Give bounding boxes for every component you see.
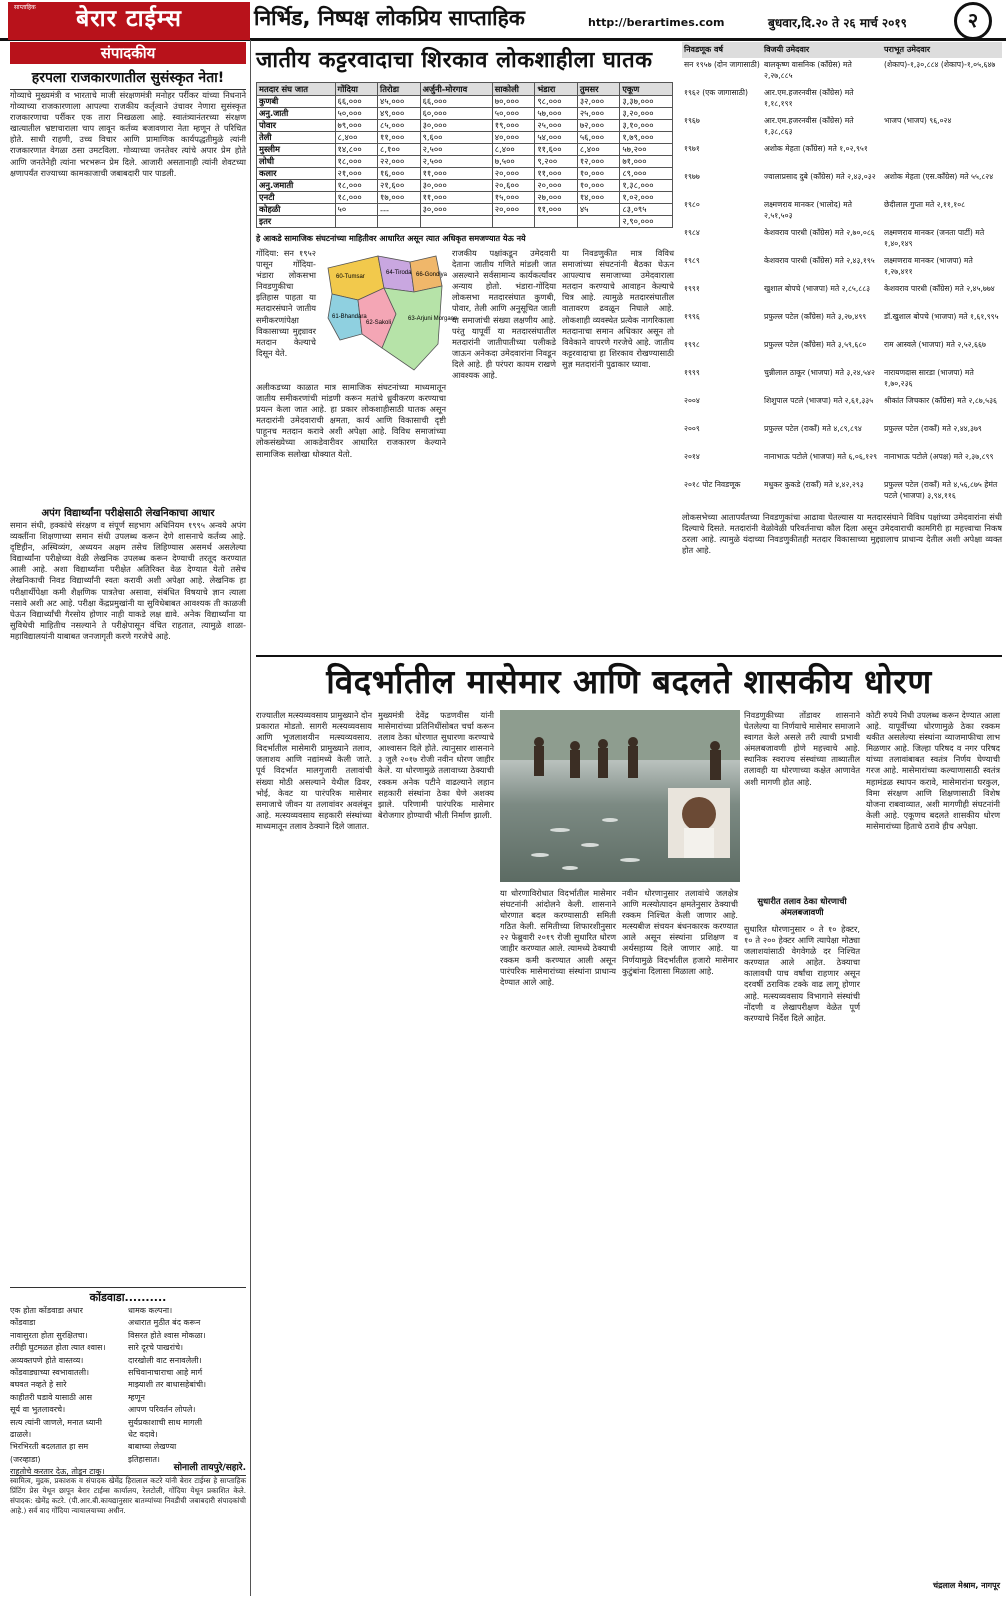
result-year: १९९८: [684, 340, 700, 349]
map-label: 60-Tumsar: [336, 274, 365, 280]
table-cell: ९,२००: [535, 156, 578, 168]
table-cell: ३,२०,०००: [620, 108, 673, 120]
result-winner: आर.एम.हजरनवीस (काँग्रेस) मते १,३८,८६३: [764, 116, 854, 136]
poem-line: माझ्याशी तर बाधासहेबांची।: [128, 1380, 207, 1390]
poem-author: सोनाली तायपुरे/सहारे.: [10, 1460, 246, 1476]
table-header-cell: तिरोडा: [378, 83, 421, 96]
result-winner: नानाभाऊ पटोले (भाजपा) मते ६,०६,१२९: [764, 452, 878, 461]
table-cell: ७२,०००: [577, 120, 620, 132]
logo-tag: साप्ताहिक: [14, 4, 36, 11]
map-label: 66-Gondiya: [416, 272, 448, 278]
table-cell: ९८,०००: [535, 96, 578, 108]
fisheries-column-3: या धोरणाविरोधात विदर्भातील मासेमार संघटनांनी आंदोलने केली. शासनाने धोरणात बदल करण्यासाठी समिती गठित केली. समितीच्या शिफारशीनुसार २२ फेब्रुवारी २०१९ रोजी सुधारित धोरण जाहीर करण्यात आले. त्यामध्ये ठेक्याची रक्कम कमी करण्यात आली असून पारंपरिक मासेमारांच्या संस्थांना प्राधान्य देण्यात आले आहे.: [500, 888, 616, 987]
table-cell: ७९,०००: [335, 120, 378, 132]
map-label: 62-Sakoli: [366, 320, 392, 326]
table-cell: मुस्लीम: [257, 144, 336, 156]
table-cell: ४५,०००: [378, 96, 421, 108]
poem-line: धेट वदावे।: [128, 1430, 158, 1440]
results-header-row: [682, 42, 1002, 58]
result-winner: लक्ष्मणराव मानकर (भालोद) मते २,५१,५०३: [764, 200, 853, 220]
table-cell: १४,८००: [335, 144, 378, 156]
table-cell: ११,०००: [420, 168, 492, 180]
result-year: १९९९: [684, 368, 700, 377]
table-cell: १२,०००: [577, 156, 620, 168]
poem-line: ढाळले।: [10, 1430, 32, 1440]
table-row: [257, 168, 673, 180]
section-divider: [256, 655, 1002, 657]
table-cell: ३०,०००: [420, 180, 492, 192]
table-cell: २,५००: [420, 156, 492, 168]
table-cell: कुणबी: [257, 96, 336, 108]
table-cell: २५,०००: [577, 108, 620, 120]
result-runner-up: नारायणदास सारडा (भाजपा) मते १,७०,२३६: [884, 368, 974, 388]
table-cell: १५,०००: [492, 192, 535, 204]
table-row: [257, 156, 673, 168]
poem-line: राहतोचे करतार देऊ, तोडून टाकू।: [10, 1467, 105, 1477]
poem-line: सचिवानाचाराचा आहे मार्ग: [128, 1368, 203, 1378]
result-runner-up: अशोक मेहता (एस.काँग्रेस) मते ५५,८२४: [884, 172, 994, 181]
table-row: [257, 96, 673, 108]
result-year: १९६२ (एक जागासाठी): [684, 88, 748, 97]
result-winner: प्रफुल्ल पटेल (राकाँ) मते ४,८९,८९४: [764, 424, 862, 433]
table-header-cell: तुमसर: [577, 83, 620, 96]
table-cell: २०,६००: [492, 180, 535, 192]
table-cell: ११,०००: [535, 204, 578, 216]
fisheries-column-5b: सुधारित धोरणानुसार ० ते १० हेक्टर, १० ते २०० हेक्टर आणि त्यापेक्षा मोठ्या जलाशयांसाठी वेगवेगळे दर निश्चित करण्यात आले आहेत. ठेक्याचा कालावधी पाच वर्षांचा राहणार असून दरवर्षी ठराविक टक्के वाढ लागू होणार आहे. मत्स्यव्यवसाय विभागाने संस्थांची नोंदणी व लेखापरीक्षण वेळेत पूर्ण करण्याचे निर्देश दिले आहेत.: [744, 924, 860, 1023]
table-cell: १८,०००: [335, 180, 378, 192]
table-cell: ३,१०,०००: [620, 120, 673, 132]
table-cell: ११,०००: [378, 132, 421, 144]
poem-line: इतिहासात।: [128, 1454, 160, 1464]
caste-article-column-2: राजकीय पक्षांकडून उमेदवारी देताना जातीय गणिते मांडली जात असल्याने सर्वसामान्य कार्यकर्त्यांवर अन्याय होतो. भंडारा-गोंदिया लोकसभा मतदारसंघात कुणबी, पोवार, तेली आणि अनुसूचित जाती या समाजांची संख्या लक्षणीय आहे. परंतु यापूर्वी या मतदारसंघातील मतदारांनी जातीपातीच्या पलीकडे जाऊन अनेकदा उमेदवारांना निवडून दिले आहे. ही परंपरा कायम राखणे आवश्यक आहे.: [452, 248, 556, 381]
editorial-subhead: अपंग विद्यार्थ्यांना परीक्षेसाठी लेखनिकाचा आधार: [41, 508, 215, 519]
result-winner: ज्वालाप्रसाद दुबे (काँग्रेस) मते २,४३,०३२: [764, 172, 876, 181]
caste-population-table: [256, 82, 673, 228]
poem-line: बघवत नव्हते हे सारे: [10, 1380, 67, 1390]
table-cell: १६,०००: [378, 168, 421, 180]
table-cell: ६०,०००: [420, 108, 492, 120]
poem-title: कोंडवाडा..........: [10, 1287, 246, 1305]
poem-line: दारखोली वाट सनावलेली।: [128, 1355, 202, 1365]
newspaper-logo: [8, 2, 250, 40]
table-cell: ३०,०००: [420, 120, 492, 132]
result-year: १९९१: [684, 284, 700, 293]
poem-line: तरीही घुटमळत होता त्यात श्वास।: [10, 1343, 106, 1353]
poem-line: अव्यक्तपणे होते वास्तव्य।: [10, 1355, 84, 1365]
table-cell: ५०,०००: [335, 108, 378, 120]
table-header-row: [257, 83, 673, 96]
table-row: [257, 180, 673, 192]
table-cell: ५४,०००: [535, 132, 578, 144]
table-cell: २१,६००: [378, 180, 421, 192]
table-cell: २५,०००: [535, 120, 578, 132]
results-row: [682, 480, 1002, 514]
table-row: [257, 108, 673, 120]
fisheries-article-headline: विदर्भातील मासेमार आणि बदलते शासकीय धोरण: [326, 662, 932, 701]
table-cell: २०,०००: [492, 168, 535, 180]
poem-line: कोंडवाड्याच्या स्वभावातली।: [10, 1368, 90, 1378]
table-cell: कलार: [257, 168, 336, 180]
result-year: २०१८ पोट निवडणूक: [684, 480, 741, 489]
fisheries-column-4: नवीन धोरणानुसार तलावांचे जलक्षेत्र आणि मत्स्योत्पादन क्षमतेनुसार ठेक्याची रक्कम निश्चित केली जाणार आहे. मत्स्यबीज संचयन बंधनकारक करण्यात आले असून संस्थांना प्रशिक्षण व अर्थसहाय्य दिले जाणार आहे. या निर्णयामुळे विदर्भातील हजारो मासेमार कुटुंबांना दिलासा मिळाला आहे.: [622, 888, 738, 976]
tagline: निर्भिड, निष्पक्ष लोकप्रिय साप्ताहिक: [254, 6, 525, 30]
result-runner-up: लक्ष्मणराव मानकर (जनता पार्टी) मते १,४०,१४९: [884, 228, 985, 248]
table-cell: पोवार: [257, 120, 336, 132]
table-cell: ---: [378, 204, 421, 216]
table-cell: ५७,०००: [535, 108, 578, 120]
poem-line: बाबाच्या लेखण्या: [128, 1442, 177, 1452]
editorial-title: हरपला राजकारणातील सुसंस्कृत नेता!: [10, 68, 246, 90]
result-year: १९८०: [684, 200, 700, 209]
table-cell: १०,०००: [577, 168, 620, 180]
table-cell: १,०२,०००: [620, 192, 673, 204]
table-cell: ८५,०००: [378, 120, 421, 132]
fisheries-author: चंद्रलाल मेश्राम, नागपूर: [933, 1581, 1000, 1590]
table-cell: ५७,२००: [620, 144, 673, 156]
result-year: २०१४: [684, 452, 700, 461]
result-runner-up: प्रफुल्ल पटेल (राकाँ) मते ४,५६,८७५ हेमंत पटले (भाजपा) ३,९४,११६: [884, 480, 998, 500]
result-runner-up: छेदीलाल गुप्ता मते २,११,१०८: [884, 200, 966, 209]
caste-article-headline: जातीय कट्टरवादाचा शिरकाव लोकशाहीला घातक: [256, 48, 653, 73]
table-header-cell: गोंदिया: [335, 83, 378, 96]
table-header-cell: एकूण: [620, 83, 673, 96]
fisheries-column-2: मुख्यमंत्री देवेंद्र फडणवीस यांनी मासेमारांच्या प्रतिनिधींसोबत चर्चा करून तलाव ठेका धोरणात सुधारणा करण्याचे आश्वासन दिले होते. त्यानुसार शासनाने ३ जुलै २०१७ रोजी नवीन धोरण जाहीर केले. या धोरणामुळे तलावाच्या ठेक्याची रक्कम अनेक पटीने वाढल्याने लहान सहकारी संस्थांना ठेका घेणे अशक्य झाले. परिणामी पारंपरिक मासेमार बेरोजगार होण्याची भीती निर्माण झाली.: [378, 710, 494, 820]
table-cell: १४,०००: [577, 192, 620, 204]
poem-line: सुर्यप्रकाशाची साथ मागली: [128, 1417, 203, 1427]
table-cell: २,५००: [420, 144, 492, 156]
table-cell: २२,०००: [378, 156, 421, 168]
result-runner-up: प्रफुल्ल पटेल (राकाँ) मते २,४४,३७९: [884, 424, 982, 433]
result-winner: प्रफुल्ल पटेल (काँग्रेस) मते ३,५९,६८०: [764, 340, 867, 349]
website-url[interactable]: http://berartimes.com: [588, 16, 725, 29]
table-cell: ६६,०००: [420, 96, 492, 108]
fishermen-photo-illustration: [500, 710, 740, 882]
editorial-body-2: समान संधी, हक्कांचे संरक्षण व संपूर्ण सहभाग अधिनियम १९९५ अन्वये अपंग व्यक्तींना शिक्षणाच्या समान संधी उपलब्ध करून देणे शासनाचे कर्तव्य आहे. दृष्टिहीन, अस्थिव्यंग, अध्ययन अक्षम तसेच लिहिण्यास असमर्थ असलेल्या विद्यार्थ्यांना परीक्षेच्या वेळी लेखनिक उपलब्ध करून देण्याची तरतूद करण्यात आली आहे. अशा विद्यार्थ्यांना परीक्षेत अतिरिक्त वेळ देण्यात येतो तसेच लेखनिकाची निवड विद्यार्थ्यांनी स्वतः करावी अशी अपेक्षा आहे. लेखनिक हा परीक्षार्थीपेक्षा कमी शैक्षणिक पात्रतेचा असावा, संबंधित विषयाचे ज्ञान त्याला नसावे अशी अट आहे. परीक्षा केंद्रप्रमुखांनी या सुविधेबाबत आवश्यक ती काळजी घेऊन विद्यार्थ्यांची गैरसोय होणार नाही याकडे लक्ष द्यावे. अनेक विद्यार्थ्यांना या सुविधेची माहितीच नसल्याने ते परीक्षेपासून वंचित राहतात, त्यामुळे शाळा-महाविद्यालयांनी याबाबत जनजागृती करणे गरजेचे आहे.: [10, 520, 246, 641]
poem-line: सत्य त्यांनी जाणले, मनात ध्यानी: [10, 1417, 102, 1427]
table-cell: ८९,०००: [620, 168, 673, 180]
table-cell: ४५: [577, 204, 620, 216]
result-year: २००४: [684, 396, 700, 405]
result-winner: खुशाल बोपचे (भाजपा) मते २,८५,८८३: [764, 284, 871, 293]
table-cell: १९,०००: [492, 120, 535, 132]
table-cell: ७,५००: [492, 156, 535, 168]
table-row: [257, 120, 673, 132]
poem-line: सूर्य वा भुतलावरचे।: [10, 1405, 66, 1415]
table-row: [257, 192, 673, 204]
result-runner-up: भाजप (भाजप) ९६,०२४: [884, 116, 952, 125]
table-cell: १,७९,०००: [620, 132, 673, 144]
result-year: १९९६: [684, 312, 700, 321]
table-cell: ५०: [335, 204, 378, 216]
result-winner: केशवराव पारधी (काँग्रेस) मते २,४३,१९५: [764, 256, 875, 265]
poem-line: सारे दूरचे पाखरांचे।: [128, 1343, 184, 1353]
table-cell: ३,३७,०००: [620, 96, 673, 108]
table-cell: ८,१००: [378, 144, 421, 156]
table-cell: कोहळी: [257, 204, 336, 216]
table-header-cell: साकोली: [492, 83, 535, 96]
poem-line: नावासुरता होता सुरक्षितचा।: [10, 1330, 88, 1340]
table-cell: [492, 216, 535, 228]
map-region-arjuni-morgaon: [382, 286, 442, 370]
table-cell: ४०,०००: [492, 132, 535, 144]
table-cell: ११,०००: [420, 192, 492, 204]
table-cell: १८,०००: [335, 156, 378, 168]
table-row: [257, 132, 673, 144]
table-cell: २०,०००: [492, 204, 535, 216]
results-header-runner-up: पराभूत उमेदवार: [884, 45, 931, 54]
table-header-cell: अर्जुनी-मोरगाव: [420, 83, 492, 96]
table-cell: २,९०,०००: [620, 216, 673, 228]
table-cell: ४९,०००: [378, 108, 421, 120]
fisheries-column-6: कोटी रुपये निधी उपलब्ध करून देण्यात आला आहे. यापूर्वीच्या धोरणामुळे ठेका रक्कम थकीत असलेल्या संस्थांना व्याजमाफीचा लाभ मिळणार आहे. जिल्हा परिषद व नगर परिषद यांच्या तलावांबाबत स्वतंत्र निर्णय घेण्याची गरज आहे. मासेमारांच्या कल्याणासाठी स्वतंत्र महामंडळ स्थापन करावे, मासेमारांना घरकुल, विमा संरक्षण आणि शिक्षणासाठी विशेष योजना राबवाव्यात, अशी मागणीही संघटनांनी केली आहे. एकूणच बदलते शासकीय धोरण मासेमारांच्या हिताचे ठरावे हीच अपेक्षा.: [866, 710, 1000, 831]
table-cell: २१,०००: [335, 168, 378, 180]
editorial-section-header: संपादकीय: [10, 42, 246, 64]
result-runner-up: राम आस्वले (भाजपा) मते २,५२,६६७: [884, 340, 986, 349]
poem-line: (जरव्हाडा): [10, 1454, 41, 1464]
result-runner-up: नानाभाऊ पटोले (अपक्ष) मते २,३७,८९९: [884, 452, 994, 461]
result-year: २००९: [684, 424, 700, 433]
table-row: [257, 204, 673, 216]
table-cell: १८,०००: [335, 192, 378, 204]
result-runner-up: श्रीकांत जिचकार (काँग्रेस) मते २,८७,५३६: [884, 396, 997, 405]
table-row: [257, 144, 673, 156]
table-cell: ८,४००: [335, 132, 378, 144]
result-winner: प्रफुल्ल पटेल (काँग्रेस) मते ३,२७,४९९: [764, 312, 867, 321]
poem-line: विसरत होते श्वास मोकळा।: [128, 1330, 206, 1340]
table-cell: [535, 216, 578, 228]
editorial-body: गोव्याचे मुख्यमंत्री व भारताचे माजी संरक्षणमंत्री मनोहर पर्रीकर यांच्या निधनाने गोव्याच्या राजकारणाला आपल्या राजकीय कर्तृत्वाने उंचावर नेणारा सुसंस्कृत राजकारणाचा पर्रीकर एक तारा निखळला आहे. स्वातंत्र्यानंतरच्या संरक्षण खात्यातील भ्रष्टाचाराला चाप लावून कर्तव्य बजावणारा नेता म्हणून ते परिचित होते. साधी राहणी, उच्च विचार आणि प्रामाणिक कार्यपद्धतीमुळे त्यांनी राजकारणात वेगळा ठसा उमटविला. गोव्याच्या जनतेवर त्यांचे अपार प्रेम होते आणि जनतेनेही त्यांना भरभरून प्रेम दिले. आजारी असतानाही त्यांनी शेवटच्या क्षणापर्यंत राज्याच्या कामकाजाची जबाबदारी पार पाडली.: [10, 90, 246, 178]
poem-column-2: [128, 1305, 242, 1464]
poem-line: अधारात मुठीत बंद करून: [128, 1318, 201, 1328]
table-cell: २०,०००: [535, 180, 578, 192]
table-cell: अनु.जमाती: [257, 180, 336, 192]
table-cell: १७,०००: [378, 192, 421, 204]
table-cell: १०,०००: [577, 180, 620, 192]
poem-line: एक होता कोंडवाडा अधार: [10, 1306, 83, 1315]
poem-line: धामक कल्पना।: [128, 1306, 173, 1315]
result-runner-up: (शेकाप)-१,३०,८८४ (शेकाप)-१,०५,६४७: [884, 60, 996, 69]
fishermen-photo: [500, 710, 740, 882]
table-cell: ८,४००: [577, 144, 620, 156]
table-cell: ८३,०९५: [620, 204, 673, 216]
result-runner-up: लक्ष्मणराव मानकर (भाजपा) मते १,२७,४११: [884, 256, 973, 276]
result-winner: आर.एम.हजरनवीस (काँग्रेस) मते १,१८,१९१: [764, 88, 854, 108]
table-cell: ७१,०००: [620, 156, 673, 168]
result-winner: चुन्नीलाल ठाकूर (भाजपा) मते ३,२४,५४२: [764, 368, 875, 377]
result-winner: शिशुपाल पटले (भाजपा) मते २,६१,३३५: [764, 396, 874, 405]
issue-date: बुधवार,दि.२० ते २६ मार्च २०१९: [768, 16, 907, 30]
table-cell: तेली: [257, 132, 336, 144]
table-cell: २७,०००: [535, 192, 578, 204]
table-cell: [420, 216, 492, 228]
table-cell: ६६,०००: [335, 96, 378, 108]
results-header-year: निवडणूक वर्ष: [684, 45, 724, 54]
map-label: 61-Bhandara: [332, 314, 367, 320]
result-year: सन १९५७ (दोन जागासाठी): [684, 60, 760, 69]
caste-article-column-1: गोंदिया: सन १९५२ पासून गोंदिया-भंडारा लोकसभा निवडणुकीचा इतिहास पाहता या मतदारसंघाने जातीय समीकरणांपेक्षा विकासाच्या मुद्द्यावर मतदान केल्याचे दिसून येते.: [256, 248, 316, 358]
result-runner-up: डॉ.खुशाल बोपचे (भाजपा) मते १,६१,९९५: [884, 312, 999, 321]
results-header-winner: विजयी उमेदवार: [764, 45, 810, 54]
table-row: [257, 216, 673, 228]
table-cell: [577, 216, 620, 228]
table-cell: ११,६००: [535, 144, 578, 156]
result-year: १९६७: [684, 116, 700, 125]
result-year: १९७१: [684, 144, 700, 153]
election-results-table: [682, 42, 1002, 510]
logo-text: बेरार टाईम्स: [76, 6, 182, 32]
constituency-map-svg: [318, 248, 458, 378]
table-cell: ११,०००: [535, 168, 578, 180]
result-runner-up: केशवराव पारधी (काँग्रेस) मते २,४५,७७४: [884, 284, 995, 293]
table-cell: अनु.जाती: [257, 108, 336, 120]
table-cell: ७०,०००: [492, 96, 535, 108]
poem-column-1: [10, 1305, 124, 1477]
fisheries-column-5: निवडणुकीच्या तोंडावर शासनाने घेतलेल्या या निर्णयाचे मासेमार समाजाने स्वागत केले असले तरी त्याची प्रभावी अंमलबजावणी होणे महत्त्वाचे आहे. स्थानिक स्वराज्य संस्थांच्या ताब्यातील तलावही या धोरणाच्या कक्षेत आणावेत अशी मागणी होत आहे.: [744, 710, 860, 787]
caste-article-column-3: या निवडणुकीत मात्र विविध समाजांच्या संघटनांनी बैठका घेऊन आपल्याच समाजाच्या उमेदवाराला मतदान करण्याचे आवाहन केल्याचे चित्र आहे. त्यामुळे मतदारसंघातील वातावरण ढवळून निघाले आहे. लोकशाही व्यवस्थेत प्रत्येक नागरिकाला मतदानाचा समान अधिकार असून तो विवेकाने वापरणे गरजेचे आहे. जातीय कट्टरवादाचा हा शिरकाव रोखण्यासाठी सुज्ञ मतदारांनी पुढाकार घ्यावा.: [562, 248, 674, 369]
table-cell: इतर: [257, 216, 336, 228]
page-number-badge: २: [954, 2, 992, 40]
result-winner: मधुकर कुकडे (राकाँ) मते ४,४२,२९३: [764, 480, 864, 489]
result-year: १९८४: [684, 228, 700, 237]
table-header-cell: भंडारा: [535, 83, 578, 96]
poem-line: कोंडवाडा: [10, 1318, 36, 1328]
table-header-cell: मतदार संघ जात: [257, 83, 336, 96]
fisheries-column-1: राज्यातील मत्स्यव्यवसाय प्रामुख्याने दोन प्रकारात मोडतो. सागरी मत्स्यव्यवसाय आणि भूजलाशयीन मत्स्यव्यवसाय. विदर्भातील मासेमारी प्रामुख्याने तलाव, जलाशय आणि नद्यांमध्ये केली जाते. पूर्व विदर्भात मालगुजारी तलावांची संख्या मोठी असल्याने येथील ढिवर, भोई, केवट या पारंपरिक मासेमार समाजाचे जीवन या तलावांवर अवलंबून आहे. मत्स्यव्यवसाय सहकारी संस्थांच्या माध्यमातून तलाव ठेक्याने दिले जातात.: [256, 710, 373, 831]
table-cell: ५६,०००: [577, 132, 620, 144]
masthead: [0, 0, 1006, 41]
table-cell: ३०,०००: [420, 204, 492, 216]
results-commentary: लोकसभेच्या आतापर्यंतच्या निवडणुकांचा आढावा घेतल्यास या मतदारसंघाने विविध पक्षांच्या उमेदवारांना संधी दिल्याचे दिसते. मतदारांनी वेळोवेळी परिवर्तनाचा कौल दिला असून उमेदवाराची कामगिरी हा महत्त्वाचा निकष ठरला आहे. त्यामुळे यंदाच्या निवडणुकीतही मतदार विकासाच्या मुद्द्यालाच प्राधान्य देतील अशी अपेक्षा व्यक्त होत आहे.: [682, 512, 1002, 556]
map-label: 63-Arjuni Morgaon: [408, 316, 458, 322]
result-winner: बालकृष्ण वासनिक (काँग्रेस) मते २,२७,८८५: [764, 60, 852, 80]
poem-line: आपण परिवर्तन लोपले।: [128, 1405, 196, 1415]
table-cell: ९,६००: [420, 132, 492, 144]
result-winner: केशवराव पारधी (काँग्रेस) मते २,७०,०८६: [764, 228, 875, 237]
table-footnote: हे आकडे सामाजिक संघटनांच्या माहितीवर आधारित असून त्यात अधिकृत समजण्यात येऊ नये: [256, 234, 526, 243]
table-cell: ५०,०००: [492, 108, 535, 120]
column-divider: [250, 40, 251, 1596]
table-cell: १,३८,०००: [620, 180, 673, 192]
table-cell: [378, 216, 421, 228]
table-cell: लोधी: [257, 156, 336, 168]
poem-line: काहीतरी घडावे यासाठी आस: [10, 1392, 93, 1402]
publisher-imprint: स्वामित्व, मुद्रक, प्रकाशक व संपादक खेमेंद्र हिरालाल कटरे यांनी बेरार टाईम्स हे साप्ताहिक प्रिंटिंग प्रेस येथून छापून बेरार टाईम्स कार्यालय, रेलटोली, गोंदिया येथून प्रकाशित केले. संपादक: खेमेंद्र कटरे. (पी.आर.बी.कायद्यानुसार बातम्यांच्या निवडीची जबाबदारी संपादकांची आहे.) सर्व वाद गोंदिया न्यायालयाच्या अधीन.: [10, 1476, 246, 1515]
result-year: १९८९: [684, 256, 700, 265]
poem-line: भिरभिरती बदलतात हा सम: [10, 1442, 89, 1452]
map-label: 64-Tiroda: [386, 270, 412, 276]
caste-article-column-1b: अलीकडच्या काळात मात्र सामाजिक संघटनांच्या माध्यमातून जातीय समीकरणांची मांडणी करून मतांचे ध्रुवीकरण करण्याचा प्रयत्न केला जात आहे. हा प्रकार लोकशाहीसाठी घातक असून मतदारांनी उमेदवाराची क्षमता, कार्य आणि विकासाची दृष्टी पाहूनच मतदान करावे अशी अपेक्षा आहे. विविध समाजांच्या लोकसंख्येच्या आकडेवारीवर आधारित राजकारण केल्याने सामाजिक सलोखा धोक्यात येतो.: [256, 382, 446, 459]
poem-line: म्हणून: [128, 1392, 145, 1402]
result-year: १९७७: [684, 172, 700, 181]
table-cell: ३२,०००: [577, 96, 620, 108]
result-winner: अशोक मेहता (काँग्रेस) मते १,०२,९५१: [764, 144, 868, 153]
constituency-map: [318, 248, 458, 378]
table-cell: [335, 216, 378, 228]
fisheries-subhead: सुधारीत तलाव ठेका धोरणाची अंमलबजावणी: [757, 896, 847, 917]
table-cell: ८,४००: [492, 144, 535, 156]
table-cell: एनटी: [257, 192, 336, 204]
